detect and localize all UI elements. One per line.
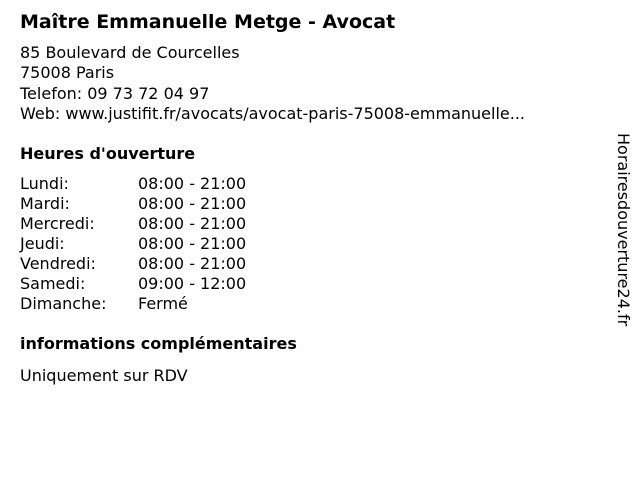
additional-info-heading: informations complémentaires	[20, 334, 297, 353]
day-label: Samedi:	[20, 274, 86, 293]
day-label: Mercredi:	[20, 214, 95, 233]
time-value: 08:00 - 21:00	[138, 234, 247, 253]
business-name-title: Maître Emmanuelle Metge - Avocat	[20, 11, 396, 33]
time-value: 08:00 - 21:00	[138, 254, 247, 273]
website-line: Web: www.justifit.fr/avocats/avocat-paris-75008-emmanuelle...	[20, 104, 525, 123]
address-line-city: 75008 Paris	[20, 63, 115, 82]
day-label: Lundi:	[20, 174, 69, 193]
phone-line: Telefon: 09 73 72 04 97	[20, 84, 210, 103]
time-value: 08:00 - 21:00	[138, 194, 247, 213]
additional-info-text: Uniquement sur RDV	[20, 366, 188, 385]
day-label: Dimanche:	[20, 294, 107, 313]
day-label: Jeudi:	[20, 234, 65, 253]
time-value: 08:00 - 21:00	[138, 214, 247, 233]
day-label: Mardi:	[20, 194, 70, 213]
site-brand-vertical-text: Horairesdouverture24.fr	[614, 133, 633, 327]
opening-hours-heading: Heures d'ouverture	[20, 144, 196, 163]
address-line-street: 85 Boulevard de Courcelles	[20, 43, 240, 62]
day-label: Vendredi:	[20, 254, 96, 273]
time-value: 09:00 - 12:00	[138, 274, 247, 293]
time-value: 08:00 - 21:00	[138, 174, 247, 193]
time-value: Fermé	[138, 294, 188, 313]
